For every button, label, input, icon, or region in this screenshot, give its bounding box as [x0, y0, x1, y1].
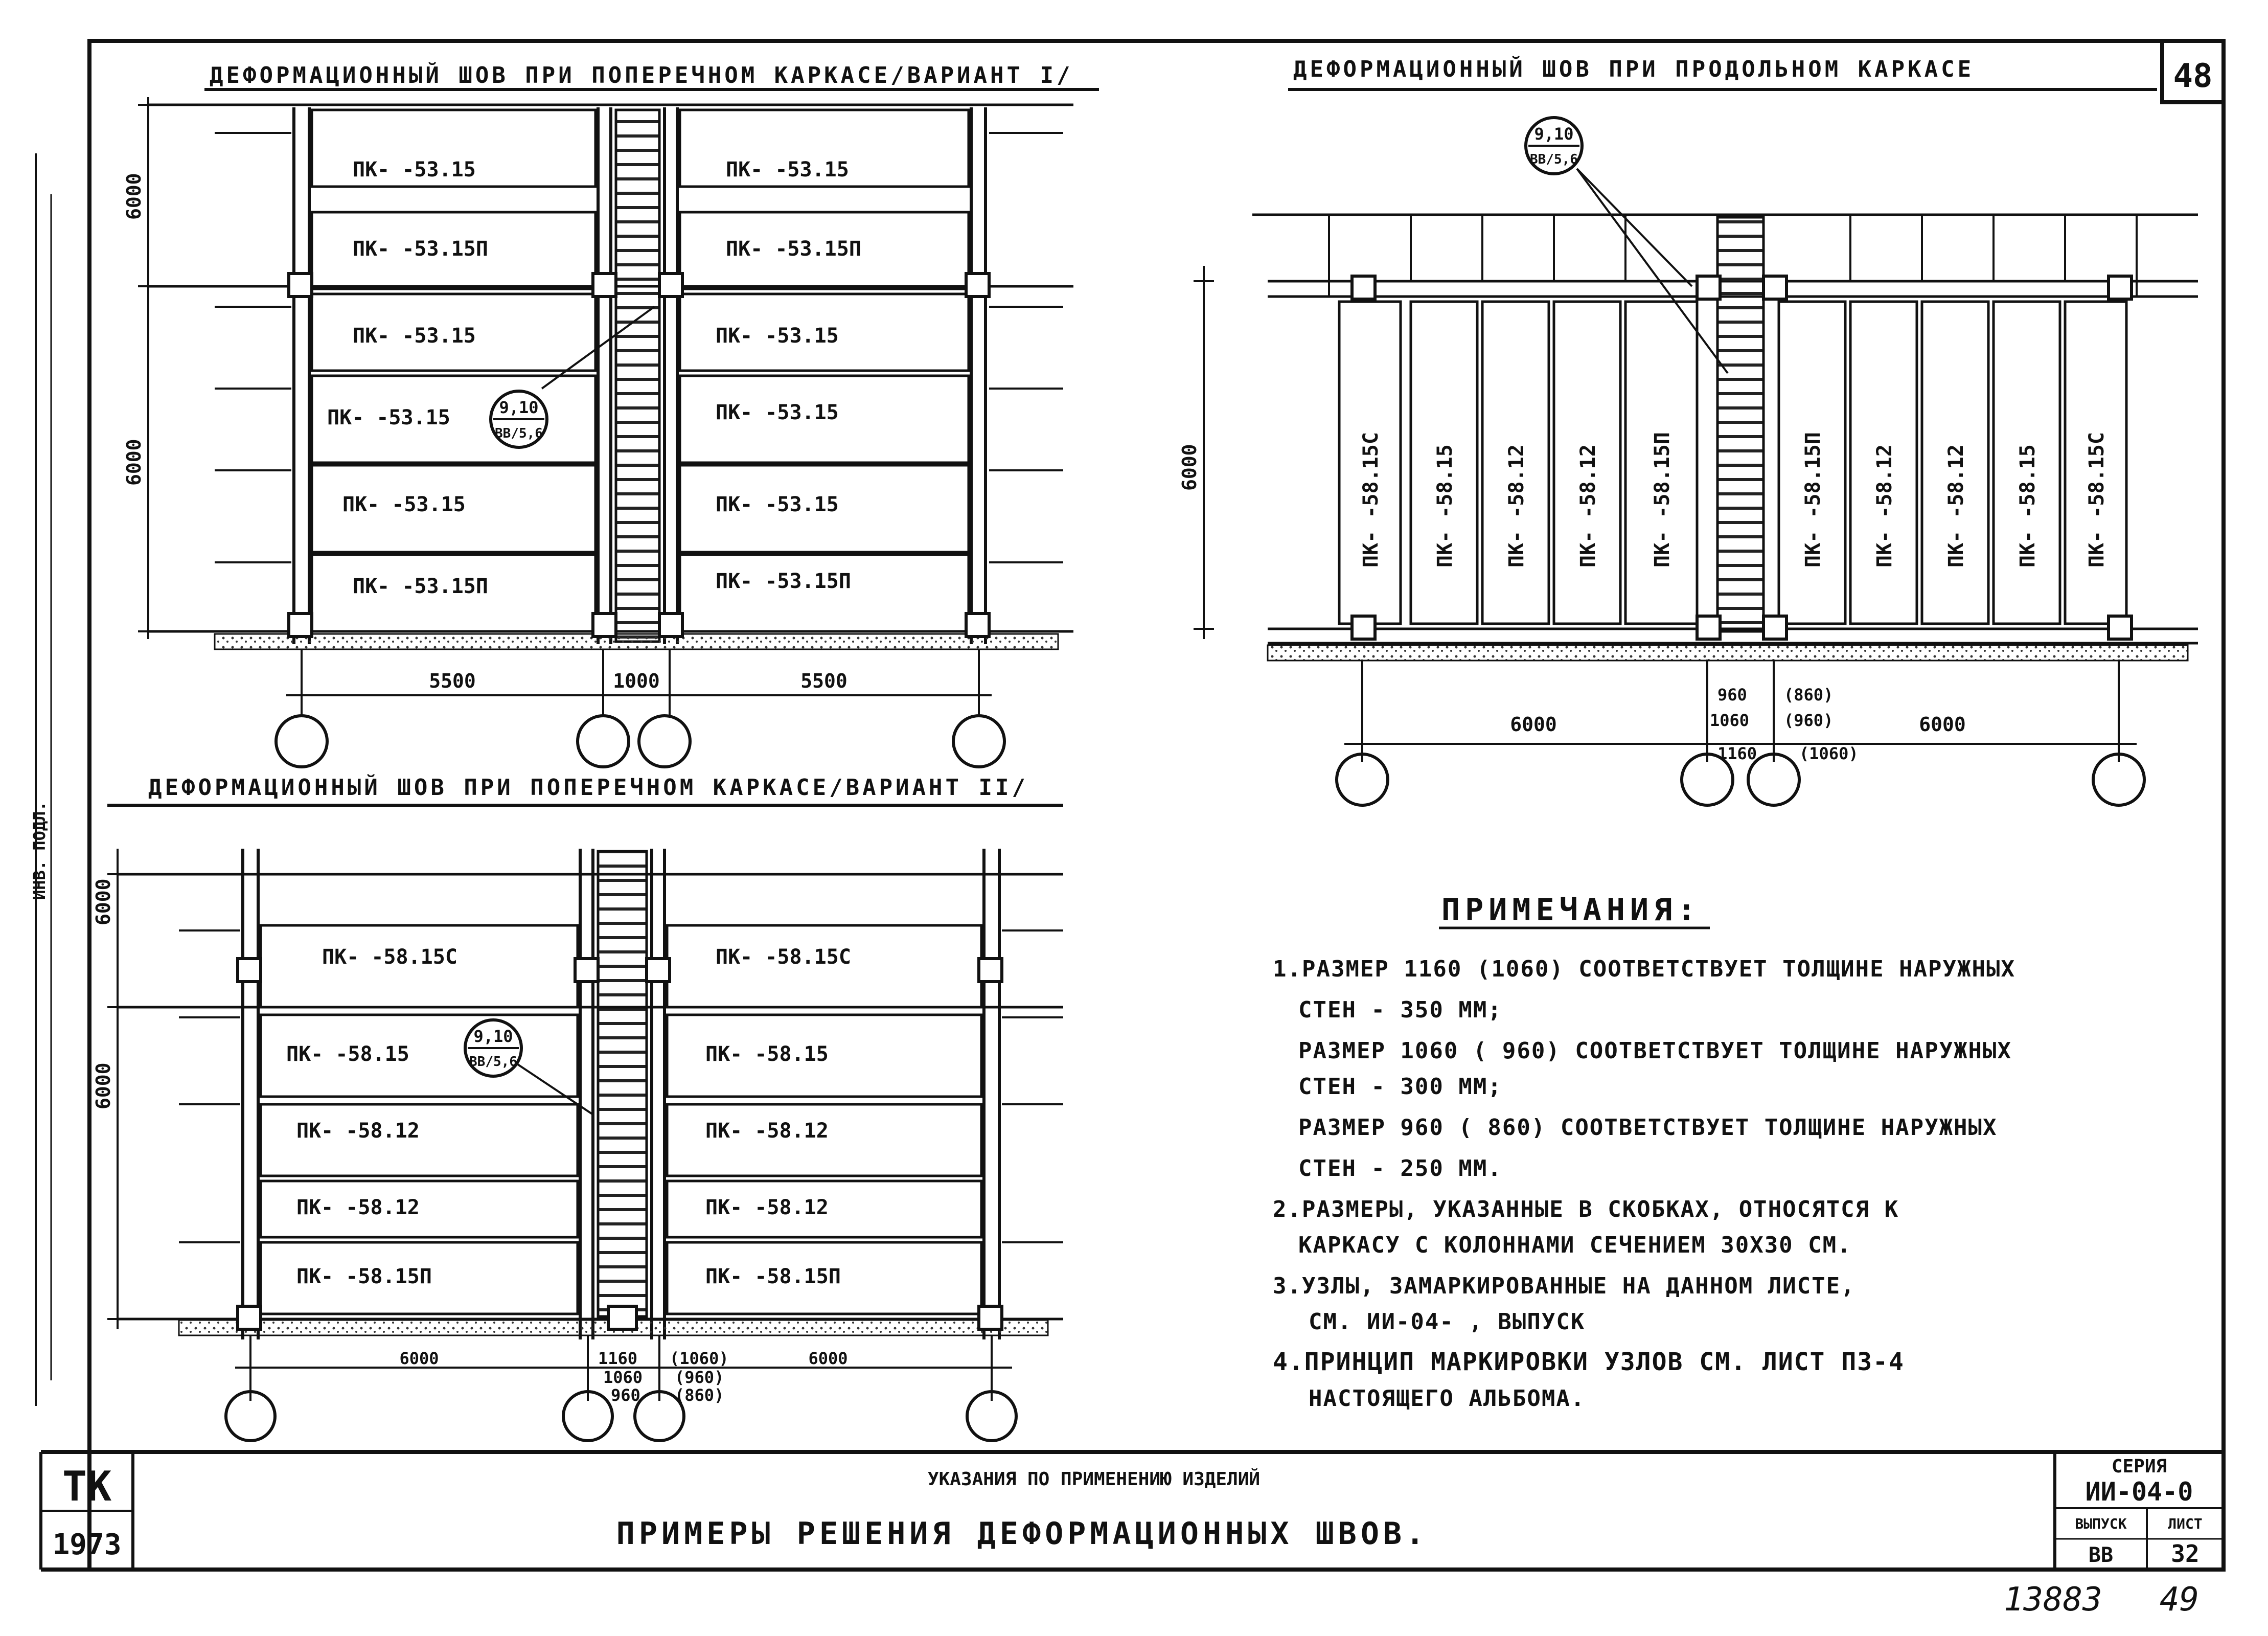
bottom-dim: 1000: [613, 670, 660, 692]
note-line: СМ. ИИ-04- , ВЫПУСК: [1309, 1309, 1586, 1335]
panel-label: ПК- -53.15П: [716, 570, 851, 593]
stamp-page: 49: [2160, 1581, 2200, 1619]
title-block: [41, 1452, 2224, 1570]
panel-label: ПК- -58.15: [1433, 444, 1457, 567]
note-line: СТЕН - 300 ММ;: [1298, 1074, 1502, 1100]
note-line: 3.УЗЛЫ, ЗАМАРКИРОВАННЫЕ НА ДАННОМ ЛИСТЕ,: [1273, 1273, 1855, 1299]
joint-dim: (860): [675, 1385, 724, 1405]
sheet-number-box: [2162, 41, 2224, 102]
panel-label: ПК- -53.15: [353, 324, 476, 348]
series-label: СЕРИЯ: [2111, 1456, 2167, 1477]
panel-label: ПК- -58.12: [1576, 444, 1600, 567]
left-dim-1a: 6000: [123, 173, 145, 220]
axis-markers: [276, 716, 1004, 767]
note-line: РАЗМЕР 1060 ( 960) СООТВЕТСТВУЕТ ТОЛЩИНЕ НАРУЖНЫХ: [1298, 1038, 2012, 1064]
svg-text:ВВ/5,6: ВВ/5,6: [1530, 152, 1578, 167]
panel-label: ПК- -58.15С: [1359, 432, 1383, 567]
title-subtitle: УКАЗАНИЯ ПО ПРИМЕНЕНИЮ ИЗДЕЛИЙ: [927, 1469, 1261, 1490]
panel-label: ПК- -58.12: [296, 1119, 420, 1143]
node-reference-callout: [465, 1020, 593, 1115]
panel-label: ПК- -58.12: [1505, 444, 1528, 567]
panel-label: ПК- -58.15П: [296, 1265, 432, 1288]
panel-label: ПК- -58.15: [2016, 444, 2040, 567]
drawing-title-1: ДЕФОРМАЦИОННЫЙ ШОВ ПРИ ПОПЕРЕЧНОМ КАРКАСЕ/ВАРИАНТ I/: [210, 62, 1073, 88]
left-dim-1b: 6000: [123, 439, 145, 486]
note-line: КАРКАСУ С КОЛОННАМИ СЕЧЕНИЕМ 30Х30 СМ.: [1298, 1232, 1852, 1258]
left-dim-3a: 6000: [92, 878, 114, 925]
title-main: ПРИМЕРЫ РЕШЕНИЯ ДЕФОРМАЦИОННЫХ ШВОВ.: [616, 1516, 1429, 1552]
logo-text: ТК: [62, 1463, 112, 1510]
panel-label: ПК- -58.12: [296, 1196, 420, 1219]
logo-year: 1973: [52, 1528, 122, 1561]
drawing-transverse-1: [123, 61, 1099, 767]
bottom-dim: 6000: [1510, 713, 1557, 736]
bottom-dim: 6000: [399, 1349, 439, 1368]
panel-label: ПК- -58.15: [286, 1042, 409, 1066]
joint-dim: 1160: [598, 1349, 638, 1368]
bottom-dim: 6000: [808, 1349, 848, 1368]
panel-label: ПК- -58.12: [1944, 444, 1968, 567]
sheet-label: ЛИСТ: [2168, 1515, 2203, 1532]
svg-text:9,10: 9,10: [499, 398, 539, 417]
joint-dim: (1060): [670, 1349, 729, 1368]
panel-label: ПК- -53.15: [716, 493, 839, 516]
sheet-number: 48: [2173, 57, 2213, 95]
svg-text:ВВ/5,6: ВВ/5,6: [495, 426, 543, 441]
bottom-dim: 5500: [429, 670, 476, 692]
issue-label: ВЫПУСК: [2075, 1515, 2127, 1532]
joint-dim: (960): [675, 1368, 724, 1387]
panel-label: ПК- -58.12: [705, 1119, 829, 1143]
joint-dim: 1060: [603, 1368, 643, 1387]
note-line: 1.РАЗМЕР 1160 (1060) СООТВЕТСТВУЕТ ТОЛЩИНЕ НАРУЖНЫХ: [1273, 956, 2016, 982]
joint-dim: 1160: [1717, 744, 1757, 763]
panel-label: ПК- -58.12: [705, 1196, 829, 1219]
panel-label: ПК- -58.15С: [716, 945, 851, 969]
joint-dim: (1060): [1799, 744, 1859, 763]
series-value: ИИ-04-0: [2085, 1477, 2193, 1507]
joint-dim: (860): [1784, 685, 1834, 705]
note-line: РАЗМЕР 960 ( 860) СООТВЕТСТВУЕТ ТОЛЩИНЕ НАРУЖНЫХ: [1298, 1115, 1998, 1141]
margin-text: ИНВ. ПОДЛ.: [30, 801, 49, 900]
panel-label: ПК- -53.15П: [726, 237, 861, 261]
panel-label: ПК- -53.15: [716, 401, 839, 424]
joint-dim: 960: [1717, 685, 1747, 705]
drawing-longitudinal: [1178, 55, 2198, 805]
panel-label: ПК- -53.15: [353, 158, 476, 181]
drawing-transverse-2: [92, 774, 1063, 1441]
svg-text:9,10: 9,10: [1534, 124, 1574, 144]
panel-label: ПК- -53.15: [726, 158, 849, 181]
expansion-joint-ladder: [1717, 217, 1763, 631]
sheet-value: 32: [2171, 1540, 2200, 1567]
panel-label: ПК- -58.15С: [322, 945, 457, 969]
notes-heading: ПРИМЕЧАНИЯ:: [1441, 892, 1701, 928]
joint-dim: 1060: [1710, 711, 1750, 730]
issue-value: ВВ: [2088, 1543, 2114, 1567]
panel-label: ПК- -58.15С: [2085, 432, 2109, 567]
left-dim-3b: 6000: [92, 1062, 114, 1109]
svg-text:ВВ/5,6: ВВ/5,6: [469, 1054, 517, 1070]
joint-dim: (960): [1784, 711, 1834, 730]
panel-label: ПК- -58.15П: [705, 1265, 841, 1288]
svg-text:9,10: 9,10: [473, 1027, 513, 1046]
panel-label: ПК- -53.15П: [353, 237, 488, 261]
note-line: СТЕН - 250 ММ.: [1298, 1155, 1502, 1181]
drawing-title-3: ДЕФОРМАЦИОННЫЙ ШОВ ПРИ ПОПЕРЕЧНОМ КАРКАСЕ/ВАРИАНТ II/: [148, 775, 1028, 801]
expansion-joint-ladder: [616, 110, 659, 642]
panel-label: ПК- -53.15: [342, 493, 466, 516]
panel-label: ПК- -58.15П: [1651, 432, 1674, 567]
notes-block: [1273, 892, 2015, 1412]
panel-label: ПК- -58.12: [1873, 444, 1896, 567]
left-dim-2: 6000: [1178, 444, 1201, 491]
bottom-dim: 5500: [800, 670, 847, 692]
panel-label: ПК- -53.15: [327, 406, 450, 429]
drawing-title-2: ДЕФОРМАЦИОННЫЙ ШОВ ПРИ ПРОДОЛЬНОМ КАРКАСЕ: [1293, 56, 1975, 82]
panel-label: ПК- -53.15П: [353, 575, 488, 598]
expansion-joint-ladder: [598, 851, 647, 1316]
stamp-number: 13883: [2004, 1581, 2102, 1619]
panel-label: ПК- -53.15: [716, 324, 839, 348]
note-line: НАСТОЯЩЕГО АЛЬБОМА.: [1309, 1385, 1586, 1412]
joint-dim: 960: [611, 1385, 640, 1405]
note-line: СТЕН - 350 ММ;: [1298, 997, 1502, 1023]
bottom-dim: 6000: [1919, 713, 1966, 736]
panel-label: ПК- -58.15П: [1801, 432, 1825, 567]
panel-label: ПК- -58.15: [705, 1042, 829, 1066]
note-line: 2.РАЗМЕРЫ, УКАЗАННЫЕ В СКОБКАХ, ОТНОСЯТСЯ К: [1273, 1196, 1899, 1222]
note-line: 4.ПРИНЦИП МАРКИРОВКИ УЗЛОВ СМ. ЛИСТ ПЗ-4: [1273, 1348, 1905, 1376]
